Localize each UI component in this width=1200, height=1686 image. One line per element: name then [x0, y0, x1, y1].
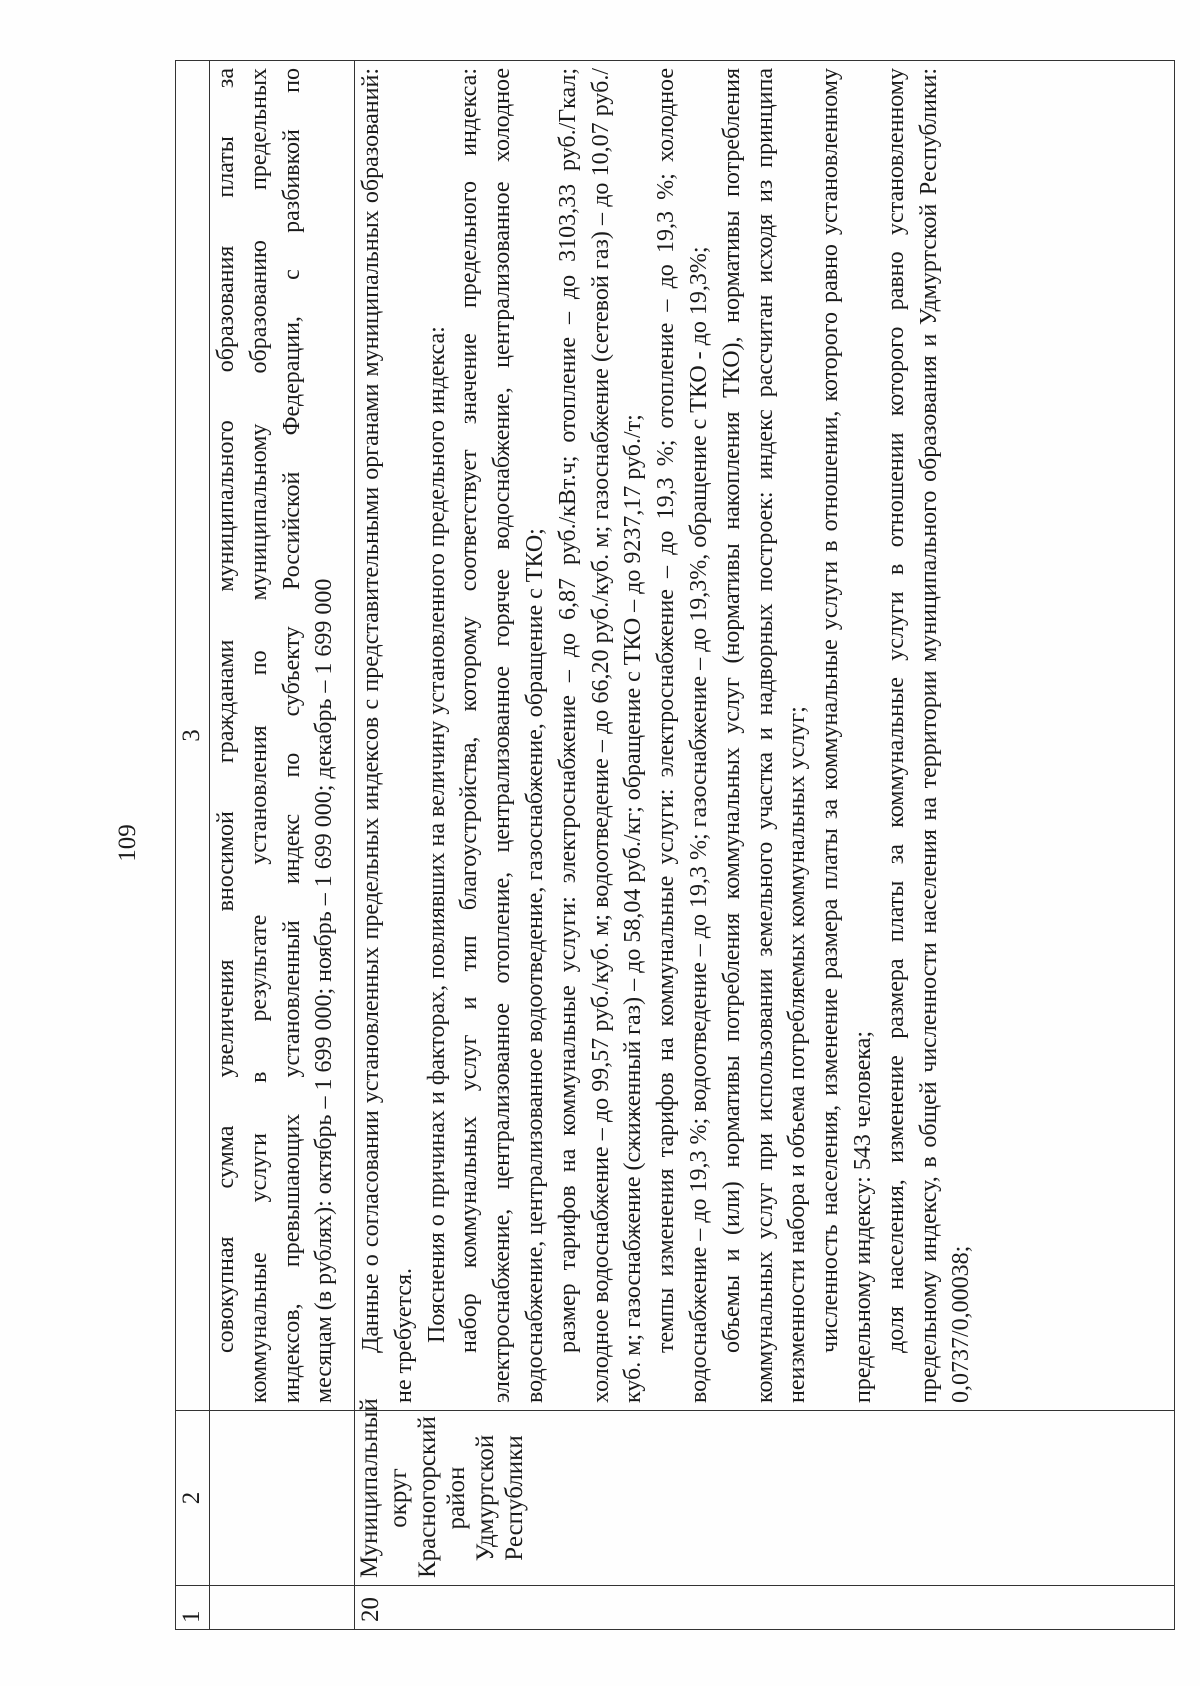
municipality-line: Республики — [501, 1435, 528, 1561]
page-number: 109 — [114, 824, 141, 862]
continuation-row — [210, 61, 355, 1630]
approval-paragraph: Данные о согласовании установленных предельных индексов с представительными органами муниципальных образований: не требуется. — [358, 68, 417, 1403]
rotated-table-container — [175, 60, 1175, 1630]
municipality-line: Муниципальный — [356, 1398, 383, 1578]
municipality-line: Удмуртской — [472, 1434, 499, 1562]
population-paragraph: численность населения, изменение размера платы за коммунальные услуги в отношении, которого равно установленному предельному индексу: 543 человека; — [817, 68, 876, 1403]
municipality-line: округ — [385, 1468, 412, 1528]
municipality-line: Красногорский — [414, 1416, 441, 1578]
header-col-2: 2 — [176, 1411, 210, 1586]
header-col-3: 3 — [176, 61, 210, 1411]
services-set-paragraph: набор коммунальных услуг и тип благоустройства, которому соответствует значение предельного индекса: электроснабжение, централизованное отопление, централизованное горячее водоснабжение, централизованное холодное водоснабжение, централизованное водоотведение, газоснабжение, обращение с ТКО; — [456, 68, 548, 1403]
continuation-line: индексов, превышающих установленный индекс по субъекту Российской Федерации, с разбивкой по — [278, 68, 305, 1403]
continuation-col-1 — [210, 1586, 355, 1630]
continuation-text-cell — [210, 61, 355, 1411]
municipality-cell — [355, 1398, 1175, 1586]
table-row-20 — [355, 61, 1175, 1630]
tariffs-paragraph: размер тарифов на коммунальные услуги: электроснабжение – до 6,87 руб./кВт.ч; отопление – до 3103,33 руб./Гкал; холодное водоснабжение – до 99,57 руб./куб. м; водоотведение – до 66,20 руб./куб. м; газоснабжение (сетевой газ) – до 10,07 руб./куб. м; газоснабжение (сжиженный газ) – до 58,04 руб./кг; обращение с ТКО – до 9237,17 руб./т; — [554, 68, 647, 1403]
continuation-col-2 — [210, 1411, 355, 1586]
consumption-norms-paragraph: объемы и (или) нормативы потребления коммунальных услуг (нормативы накопления ТКО), нормативы потребления коммунальных услуг при использовании земельного участка и надворных построек: индекс рассчитан исходя из принципа неизменности набора и объема потребляемых коммунальных услуг; — [718, 68, 811, 1403]
document-table — [175, 60, 1175, 1630]
row-number: 20 — [355, 1586, 1175, 1630]
municipality-line: район — [443, 1466, 470, 1530]
tariff-growth-paragraph: темпы изменения тарифов на коммунальные услуги: электроснабжение – до 19,3 %; отопление – до 19,3 %; холодное водоснабжение – до 19,3 %; водоотведение – до 19,3 %; газоснабжение – до 19,3%, обращение с ТКО - до 19,3%; — [653, 68, 712, 1403]
table-header-row — [176, 61, 210, 1630]
population-share-paragraph: доля населения, изменение размера платы за коммунальные услуги в отношении которого равно установленному предельному индексу, в общей численности населения на территории муниципального образования и Удмуртской Республики: 0,0737/0,00038; — [882, 68, 975, 1403]
header-col-1: 1 — [176, 1586, 210, 1630]
explanation-text-cell — [355, 61, 1175, 1411]
continuation-line: коммунальные услуги в результате установления по муниципальному образованию предельных — [245, 68, 272, 1403]
reasons-paragraph: Пояснения о причинах и факторах, повлиявших на величину установленного предельного индекса: — [423, 326, 450, 1343]
continuation-line: совокупная сумма увеличения вносимой гражданами муниципального образования платы за — [213, 68, 239, 1353]
continuation-line: месяцам (в рублях): октябрь – 1 699 000; ноябрь – 1 699 000; декабрь – 1 699 000 — [311, 578, 338, 1403]
